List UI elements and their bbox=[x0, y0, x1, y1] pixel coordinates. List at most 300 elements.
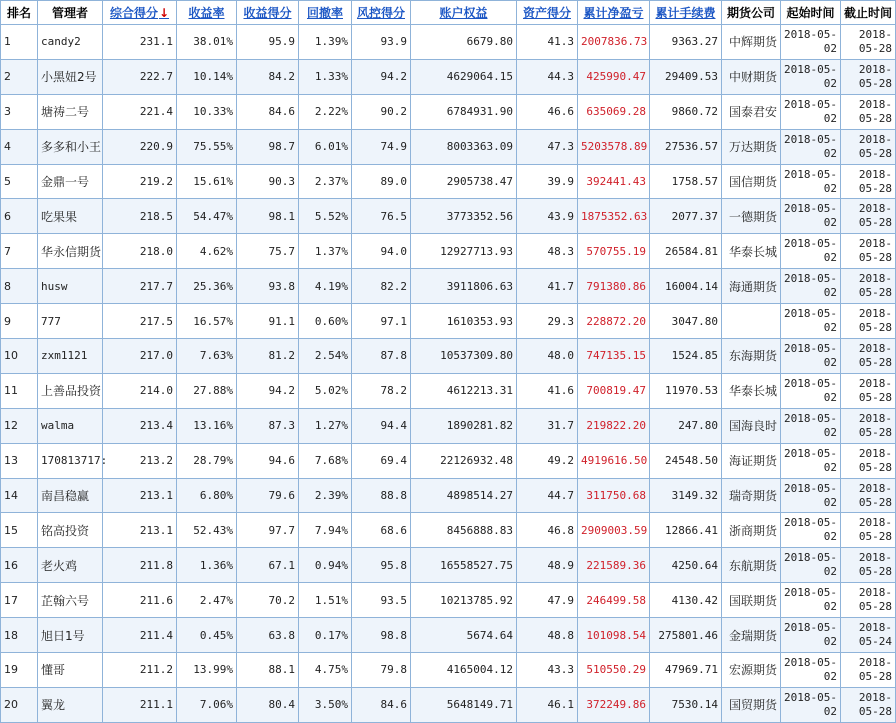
cell-rank: 13 bbox=[1, 443, 38, 478]
cell-end-time: 2018-05-28 bbox=[841, 269, 896, 304]
sort-arrow-down-icon: ↓ bbox=[158, 6, 170, 20]
header-fees-sort[interactable]: 累计手续费 bbox=[650, 1, 722, 25]
cell-fees: 1758.57 bbox=[650, 164, 722, 199]
cell-asset-score: 43.9 bbox=[517, 199, 578, 234]
table-row bbox=[1, 25, 896, 60]
cell-drawdown: 1.27% bbox=[299, 408, 352, 443]
cell-asset-score: 31.7 bbox=[517, 408, 578, 443]
cell-start-time: 2018-05-02 bbox=[781, 59, 841, 94]
cell-asset-score: 47.9 bbox=[517, 583, 578, 618]
cell-fees: 275801.46 bbox=[650, 618, 722, 653]
cell-net-profit: 311750.68 bbox=[578, 478, 650, 513]
cell-equity: 5648149.71 bbox=[411, 687, 517, 722]
cell-return-score: 63.8 bbox=[237, 618, 299, 653]
cell-return-rate: 7.06% bbox=[177, 687, 237, 722]
cell-manager: 777 bbox=[38, 304, 103, 339]
cell-end-time: 2018-05-28 bbox=[841, 164, 896, 199]
cell-return-rate: 13.99% bbox=[177, 653, 237, 688]
cell-broker: 金瑞期货 bbox=[722, 618, 781, 653]
cell-end-time: 2018-05-28 bbox=[841, 339, 896, 374]
header-risk-score-sort[interactable]: 风控得分 bbox=[352, 1, 411, 25]
cell-end-time: 2018-05-28 bbox=[841, 408, 896, 443]
cell-return-score: 90.3 bbox=[237, 164, 299, 199]
cell-end-time: 2018-05-28 bbox=[841, 94, 896, 129]
cell-start-time: 2018-05-02 bbox=[781, 583, 841, 618]
cell-equity: 6679.80 bbox=[411, 25, 517, 60]
cell-end-time: 2018-05-28 bbox=[841, 199, 896, 234]
cell-drawdown: 1.37% bbox=[299, 234, 352, 269]
cell-composite-score: 217.5 bbox=[103, 304, 177, 339]
cell-net-profit: 1875352.63 bbox=[578, 199, 650, 234]
cell-return-rate: 54.47% bbox=[177, 199, 237, 234]
cell-return-rate: 52.43% bbox=[177, 513, 237, 548]
cell-rank: 12 bbox=[1, 408, 38, 443]
cell-fees: 4130.42 bbox=[650, 583, 722, 618]
header-composite-label: 综合得分 bbox=[109, 6, 158, 20]
cell-composite-score: 231.1 bbox=[103, 25, 177, 60]
cell-net-profit: 570755.19 bbox=[578, 234, 650, 269]
cell-risk-score: 94.0 bbox=[352, 234, 411, 269]
cell-composite-score: 213.1 bbox=[103, 478, 177, 513]
cell-rank: 5 bbox=[1, 164, 38, 199]
cell-asset-score: 48.9 bbox=[517, 548, 578, 583]
cell-equity: 22126932.48 bbox=[411, 443, 517, 478]
cell-return-rate: 38.01% bbox=[177, 25, 237, 60]
cell-drawdown: 4.75% bbox=[299, 653, 352, 688]
cell-return-score: 84.2 bbox=[237, 59, 299, 94]
cell-manager: 铭高投资 bbox=[38, 513, 103, 548]
cell-rank: 17 bbox=[1, 583, 38, 618]
cell-composite-score: 211.4 bbox=[103, 618, 177, 653]
cell-broker: 浙商期货 bbox=[722, 513, 781, 548]
cell-return-score: 87.3 bbox=[237, 408, 299, 443]
header-manager: 管理者 bbox=[38, 1, 103, 25]
cell-equity: 6784931.90 bbox=[411, 94, 517, 129]
cell-manager: 华永信期货 bbox=[38, 234, 103, 269]
cell-broker: 国海良时 bbox=[722, 408, 781, 443]
table-row bbox=[1, 408, 896, 443]
cell-rank: 18 bbox=[1, 618, 38, 653]
cell-fees: 27536.57 bbox=[650, 129, 722, 164]
cell-risk-score: 95.8 bbox=[352, 548, 411, 583]
cell-rank: 1 bbox=[1, 25, 38, 60]
cell-rank: 2 bbox=[1, 59, 38, 94]
table-row bbox=[1, 234, 896, 269]
header-composite-sort[interactable] bbox=[103, 1, 177, 25]
cell-net-profit: 392441.43 bbox=[578, 164, 650, 199]
cell-net-profit: 219822.20 bbox=[578, 408, 650, 443]
cell-equity: 3773352.56 bbox=[411, 199, 517, 234]
cell-rank: 11 bbox=[1, 373, 38, 408]
cell-net-profit: 747135.15 bbox=[578, 339, 650, 374]
cell-start-time: 2018-05-02 bbox=[781, 408, 841, 443]
cell-risk-score: 89.0 bbox=[352, 164, 411, 199]
table-row bbox=[1, 164, 896, 199]
cell-asset-score: 44.3 bbox=[517, 59, 578, 94]
cell-start-time: 2018-05-02 bbox=[781, 25, 841, 60]
cell-risk-score: 93.5 bbox=[352, 583, 411, 618]
cell-manager: 南昌稳赢 bbox=[38, 478, 103, 513]
cell-fees: 16004.14 bbox=[650, 269, 722, 304]
cell-return-score: 98.7 bbox=[237, 129, 299, 164]
cell-equity: 2905738.47 bbox=[411, 164, 517, 199]
cell-fees: 9860.72 bbox=[650, 94, 722, 129]
cell-risk-score: 97.1 bbox=[352, 304, 411, 339]
cell-drawdown: 0.17% bbox=[299, 618, 352, 653]
cell-start-time: 2018-05-02 bbox=[781, 199, 841, 234]
table-row bbox=[1, 129, 896, 164]
cell-manager: 多多和小王 bbox=[38, 129, 103, 164]
cell-drawdown: 0.94% bbox=[299, 548, 352, 583]
cell-equity: 8456888.83 bbox=[411, 513, 517, 548]
cell-asset-score: 48.3 bbox=[517, 234, 578, 269]
cell-fees: 1524.85 bbox=[650, 339, 722, 374]
table-row bbox=[1, 583, 896, 618]
cell-return-rate: 6.80% bbox=[177, 478, 237, 513]
cell-start-time: 2018-05-02 bbox=[781, 513, 841, 548]
cell-rank: 10 bbox=[1, 339, 38, 374]
cell-risk-score: 84.6 bbox=[352, 687, 411, 722]
cell-manager: 懂哥 bbox=[38, 653, 103, 688]
cell-asset-score: 41.6 bbox=[517, 373, 578, 408]
cell-fees: 7530.14 bbox=[650, 687, 722, 722]
cell-asset-score: 49.2 bbox=[517, 443, 578, 478]
cell-fees: 24548.50 bbox=[650, 443, 722, 478]
cell-risk-score: 88.8 bbox=[352, 478, 411, 513]
cell-fees: 12866.41 bbox=[650, 513, 722, 548]
cell-broker: 万达期货 bbox=[722, 129, 781, 164]
cell-asset-score: 39.9 bbox=[517, 164, 578, 199]
cell-return-rate: 1.36% bbox=[177, 548, 237, 583]
cell-equity: 5674.64 bbox=[411, 618, 517, 653]
cell-asset-score: 47.3 bbox=[517, 129, 578, 164]
cell-return-rate: 2.47% bbox=[177, 583, 237, 618]
cell-drawdown: 5.02% bbox=[299, 373, 352, 408]
cell-net-profit: 700819.47 bbox=[578, 373, 650, 408]
cell-return-rate: 10.14% bbox=[177, 59, 237, 94]
cell-return-score: 79.6 bbox=[237, 478, 299, 513]
header-net-profit-sort[interactable]: 累计净盈亏 bbox=[578, 1, 650, 25]
cell-end-time: 2018-05-28 bbox=[841, 59, 896, 94]
cell-return-score: 95.9 bbox=[237, 25, 299, 60]
cell-net-profit: 4919616.50 bbox=[578, 443, 650, 478]
cell-end-time: 2018-05-28 bbox=[841, 25, 896, 60]
cell-return-rate: 28.79% bbox=[177, 443, 237, 478]
cell-fees: 29409.53 bbox=[650, 59, 722, 94]
table-row bbox=[1, 59, 896, 94]
cell-net-profit: 2909003.59 bbox=[578, 513, 650, 548]
cell-end-time: 2018-05-28 bbox=[841, 687, 896, 722]
cell-end-time: 2018-05-28 bbox=[841, 583, 896, 618]
cell-return-rate: 13.16% bbox=[177, 408, 237, 443]
cell-rank: 3 bbox=[1, 94, 38, 129]
cell-start-time: 2018-05-02 bbox=[781, 687, 841, 722]
cell-net-profit: 2007836.73 bbox=[578, 25, 650, 60]
cell-fees: 2077.37 bbox=[650, 199, 722, 234]
cell-start-time: 2018-05-02 bbox=[781, 478, 841, 513]
table-body bbox=[1, 25, 896, 723]
cell-broker: 海证期货 bbox=[722, 443, 781, 478]
cell-fees: 3149.32 bbox=[650, 478, 722, 513]
cell-start-time: 2018-05-02 bbox=[781, 234, 841, 269]
cell-return-score: 84.6 bbox=[237, 94, 299, 129]
cell-asset-score: 48.0 bbox=[517, 339, 578, 374]
cell-return-rate: 4.62% bbox=[177, 234, 237, 269]
cell-risk-score: 82.2 bbox=[352, 269, 411, 304]
table-row bbox=[1, 513, 896, 548]
cell-composite-score: 218.0 bbox=[103, 234, 177, 269]
cell-return-rate: 0.45% bbox=[177, 618, 237, 653]
table-row bbox=[1, 653, 896, 688]
cell-rank: 4 bbox=[1, 129, 38, 164]
cell-start-time: 2018-05-02 bbox=[781, 339, 841, 374]
cell-end-time: 2018-05-28 bbox=[841, 304, 896, 339]
cell-equity: 4629064.15 bbox=[411, 59, 517, 94]
cell-equity: 4612213.31 bbox=[411, 373, 517, 408]
cell-risk-score: 87.8 bbox=[352, 339, 411, 374]
cell-drawdown: 1.39% bbox=[299, 25, 352, 60]
cell-start-time: 2018-05-02 bbox=[781, 373, 841, 408]
cell-return-score: 91.1 bbox=[237, 304, 299, 339]
cell-net-profit: 5203578.89 bbox=[578, 129, 650, 164]
cell-manager: candy2 bbox=[38, 25, 103, 60]
cell-start-time: 2018-05-02 bbox=[781, 94, 841, 129]
cell-net-profit: 425990.47 bbox=[578, 59, 650, 94]
cell-rank: 9 bbox=[1, 304, 38, 339]
table-row bbox=[1, 304, 896, 339]
header-row bbox=[1, 1, 896, 25]
cell-drawdown: 5.52% bbox=[299, 199, 352, 234]
cell-return-score: 75.7 bbox=[237, 234, 299, 269]
cell-start-time: 2018-05-02 bbox=[781, 443, 841, 478]
cell-net-profit: 372249.86 bbox=[578, 687, 650, 722]
cell-end-time: 2018-05-24 bbox=[841, 618, 896, 653]
cell-equity: 3911806.63 bbox=[411, 269, 517, 304]
cell-start-time: 2018-05-02 bbox=[781, 548, 841, 583]
cell-rank: 19 bbox=[1, 653, 38, 688]
cell-manager: 小黑妞2号 bbox=[38, 59, 103, 94]
cell-risk-score: 78.2 bbox=[352, 373, 411, 408]
table-row bbox=[1, 443, 896, 478]
cell-broker: 海通期货 bbox=[722, 269, 781, 304]
cell-net-profit: 221589.36 bbox=[578, 548, 650, 583]
cell-manager: 芷翰六号 bbox=[38, 583, 103, 618]
cell-start-time: 2018-05-02 bbox=[781, 269, 841, 304]
header-return-rate-sort[interactable]: 收益率 bbox=[177, 1, 237, 25]
cell-end-time: 2018-05-28 bbox=[841, 443, 896, 478]
cell-end-time: 2018-05-28 bbox=[841, 653, 896, 688]
cell-fees: 26584.81 bbox=[650, 234, 722, 269]
cell-end-time: 2018-05-28 bbox=[841, 234, 896, 269]
cell-drawdown: 2.39% bbox=[299, 478, 352, 513]
cell-broker: 国贸期货 bbox=[722, 687, 781, 722]
header-return-score-sort[interactable]: 收益得分 bbox=[237, 1, 299, 25]
cell-drawdown: 1.33% bbox=[299, 59, 352, 94]
cell-composite-score: 220.9 bbox=[103, 129, 177, 164]
cell-equity: 1890281.82 bbox=[411, 408, 517, 443]
cell-drawdown: 2.22% bbox=[299, 94, 352, 129]
cell-asset-score: 44.7 bbox=[517, 478, 578, 513]
cell-composite-score: 211.1 bbox=[103, 687, 177, 722]
cell-start-time: 2018-05-02 bbox=[781, 129, 841, 164]
cell-drawdown: 2.37% bbox=[299, 164, 352, 199]
cell-composite-score: 211.2 bbox=[103, 653, 177, 688]
cell-end-time: 2018-05-28 bbox=[841, 129, 896, 164]
cell-fees: 11970.53 bbox=[650, 373, 722, 408]
cell-net-profit: 228872.20 bbox=[578, 304, 650, 339]
cell-return-score: 67.1 bbox=[237, 548, 299, 583]
cell-drawdown: 3.50% bbox=[299, 687, 352, 722]
cell-return-rate: 27.88% bbox=[177, 373, 237, 408]
cell-composite-score: 218.5 bbox=[103, 199, 177, 234]
cell-composite-score: 213.2 bbox=[103, 443, 177, 478]
cell-composite-score: 211.6 bbox=[103, 583, 177, 618]
cell-asset-score: 46.6 bbox=[517, 94, 578, 129]
cell-risk-score: 76.5 bbox=[352, 199, 411, 234]
table-row bbox=[1, 618, 896, 653]
cell-rank: 8 bbox=[1, 269, 38, 304]
cell-return-score: 94.2 bbox=[237, 373, 299, 408]
cell-start-time: 2018-05-02 bbox=[781, 618, 841, 653]
cell-drawdown: 1.51% bbox=[299, 583, 352, 618]
cell-drawdown: 6.01% bbox=[299, 129, 352, 164]
cell-return-score: 94.6 bbox=[237, 443, 299, 478]
cell-equity: 12927713.93 bbox=[411, 234, 517, 269]
cell-broker: 国信期货 bbox=[722, 164, 781, 199]
cell-net-profit: 510550.29 bbox=[578, 653, 650, 688]
cell-broker: 一德期货 bbox=[722, 199, 781, 234]
cell-risk-score: 93.9 bbox=[352, 25, 411, 60]
cell-drawdown: 7.94% bbox=[299, 513, 352, 548]
cell-net-profit: 246499.58 bbox=[578, 583, 650, 618]
cell-drawdown: 0.60% bbox=[299, 304, 352, 339]
cell-return-rate: 7.63% bbox=[177, 339, 237, 374]
cell-return-score: 80.4 bbox=[237, 687, 299, 722]
cell-risk-score: 94.4 bbox=[352, 408, 411, 443]
cell-return-score: 88.1 bbox=[237, 653, 299, 688]
cell-start-time: 2018-05-02 bbox=[781, 304, 841, 339]
cell-broker: 国联期货 bbox=[722, 583, 781, 618]
header-end-time: 截止时间 bbox=[841, 1, 896, 25]
cell-start-time: 2018-05-02 bbox=[781, 653, 841, 688]
cell-return-score: 97.7 bbox=[237, 513, 299, 548]
cell-risk-score: 74.9 bbox=[352, 129, 411, 164]
cell-broker: 中辉期货 bbox=[722, 25, 781, 60]
cell-return-score: 81.2 bbox=[237, 339, 299, 374]
cell-broker bbox=[722, 304, 781, 339]
header-asset-score-sort[interactable]: 资产得分 bbox=[517, 1, 578, 25]
cell-manager: 塘祷二号 bbox=[38, 94, 103, 129]
cell-drawdown: 7.68% bbox=[299, 443, 352, 478]
cell-risk-score: 94.2 bbox=[352, 59, 411, 94]
table-row bbox=[1, 548, 896, 583]
cell-equity: 10537309.80 bbox=[411, 339, 517, 374]
cell-risk-score: 68.6 bbox=[352, 513, 411, 548]
cell-return-rate: 16.57% bbox=[177, 304, 237, 339]
table-row bbox=[1, 339, 896, 374]
cell-composite-score: 217.0 bbox=[103, 339, 177, 374]
cell-drawdown: 2.54% bbox=[299, 339, 352, 374]
cell-manager: husw bbox=[38, 269, 103, 304]
cell-risk-score: 69.4 bbox=[352, 443, 411, 478]
table-row bbox=[1, 373, 896, 408]
cell-asset-score: 29.3 bbox=[517, 304, 578, 339]
cell-asset-score: 46.1 bbox=[517, 687, 578, 722]
cell-return-score: 93.8 bbox=[237, 269, 299, 304]
header-drawdown-sort[interactable]: 回撤率 bbox=[299, 1, 352, 25]
cell-manager: walma bbox=[38, 408, 103, 443]
cell-rank: 7 bbox=[1, 234, 38, 269]
header-start-time: 起始时间 bbox=[781, 1, 841, 25]
cell-fees: 47969.71 bbox=[650, 653, 722, 688]
cell-manager: 旭日1号 bbox=[38, 618, 103, 653]
cell-manager: zxm1121 bbox=[38, 339, 103, 374]
header-equity-sort[interactable]: 账户权益 bbox=[411, 1, 517, 25]
cell-net-profit: 791380.86 bbox=[578, 269, 650, 304]
header-rank: 排名 bbox=[1, 1, 38, 25]
cell-asset-score: 46.8 bbox=[517, 513, 578, 548]
table-row bbox=[1, 94, 896, 129]
cell-broker: 华泰长城 bbox=[722, 234, 781, 269]
cell-net-profit: 101098.54 bbox=[578, 618, 650, 653]
cell-end-time: 2018-05-28 bbox=[841, 478, 896, 513]
cell-return-rate: 15.61% bbox=[177, 164, 237, 199]
cell-asset-score: 41.3 bbox=[517, 25, 578, 60]
cell-equity: 10213785.92 bbox=[411, 583, 517, 618]
cell-drawdown: 4.19% bbox=[299, 269, 352, 304]
cell-composite-score: 213.1 bbox=[103, 513, 177, 548]
cell-asset-score: 43.3 bbox=[517, 653, 578, 688]
cell-risk-score: 79.8 bbox=[352, 653, 411, 688]
cell-equity: 4898514.27 bbox=[411, 478, 517, 513]
cell-equity: 8003363.09 bbox=[411, 129, 517, 164]
cell-manager: 上善品投资 bbox=[38, 373, 103, 408]
cell-broker: 华泰长城 bbox=[722, 373, 781, 408]
cell-fees: 9363.27 bbox=[650, 25, 722, 60]
cell-equity: 4165004.12 bbox=[411, 653, 517, 688]
cell-broker: 中财期货 bbox=[722, 59, 781, 94]
cell-manager: 金鼎一号 bbox=[38, 164, 103, 199]
cell-composite-score: 217.7 bbox=[103, 269, 177, 304]
cell-broker: 东海期货 bbox=[722, 339, 781, 374]
cell-manager: 170813717: bbox=[38, 443, 103, 478]
cell-manager: 翼龙 bbox=[38, 687, 103, 722]
cell-asset-score: 48.8 bbox=[517, 618, 578, 653]
cell-rank: 20 bbox=[1, 687, 38, 722]
cell-rank: 6 bbox=[1, 199, 38, 234]
cell-fees: 3047.80 bbox=[650, 304, 722, 339]
cell-return-rate: 10.33% bbox=[177, 94, 237, 129]
cell-rank: 15 bbox=[1, 513, 38, 548]
cell-broker: 东航期货 bbox=[722, 548, 781, 583]
table-row bbox=[1, 199, 896, 234]
table-row bbox=[1, 269, 896, 304]
cell-risk-score: 90.2 bbox=[352, 94, 411, 129]
cell-composite-score: 214.0 bbox=[103, 373, 177, 408]
header-broker: 期货公司 bbox=[722, 1, 781, 25]
cell-return-score: 70.2 bbox=[237, 583, 299, 618]
cell-rank: 14 bbox=[1, 478, 38, 513]
cell-end-time: 2018-05-28 bbox=[841, 373, 896, 408]
cell-return-score: 98.1 bbox=[237, 199, 299, 234]
cell-broker: 瑞奇期货 bbox=[722, 478, 781, 513]
cell-end-time: 2018-05-28 bbox=[841, 548, 896, 583]
cell-composite-score: 219.2 bbox=[103, 164, 177, 199]
table-row bbox=[1, 687, 896, 722]
cell-broker: 国泰君安 bbox=[722, 94, 781, 129]
cell-rank: 16 bbox=[1, 548, 38, 583]
cell-broker: 宏源期货 bbox=[722, 653, 781, 688]
